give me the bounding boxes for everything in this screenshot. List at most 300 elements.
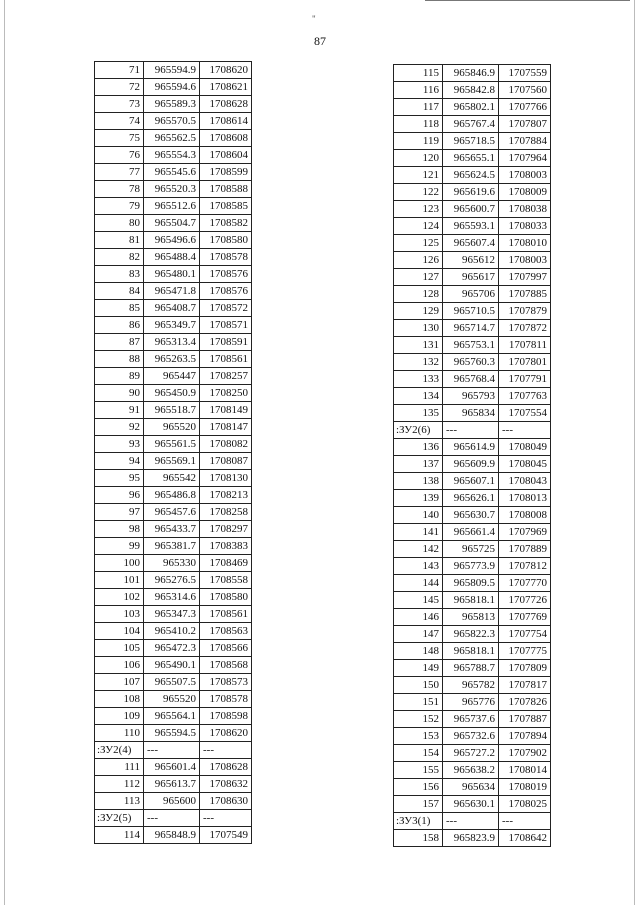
- y-coordinate-cell: 1707884: [499, 133, 551, 150]
- y-coordinate-cell: 1707964: [499, 150, 551, 167]
- y-coordinate-cell: 1708582: [200, 215, 252, 232]
- x-coordinate-cell: 965512.6: [144, 198, 200, 215]
- point-number-cell: 78: [95, 181, 144, 198]
- y-coordinate-cell: 1707889: [499, 541, 551, 558]
- point-number-cell: :ЗУ3(1): [394, 813, 443, 830]
- x-coordinate-cell: 965600.7: [443, 201, 499, 218]
- table-row: [394, 711, 551, 728]
- point-number-cell: 135: [394, 405, 443, 422]
- y-coordinate-cell: 1708213: [200, 487, 252, 504]
- y-coordinate-cell: ---: [499, 422, 551, 439]
- point-number-cell: 89: [95, 368, 144, 385]
- x-coordinate-cell: 965813: [443, 609, 499, 626]
- x-coordinate-cell: 965490.1: [144, 657, 200, 674]
- y-coordinate-cell: 1708642: [499, 830, 551, 847]
- point-number-cell: 113: [95, 793, 144, 810]
- table-row: [95, 351, 252, 368]
- x-coordinate-cell: 965507.5: [144, 674, 200, 691]
- table-row: [95, 623, 252, 640]
- point-number-cell: 110: [95, 725, 144, 742]
- x-coordinate-cell: 965614.9: [443, 439, 499, 456]
- coordinates-table-left: [94, 61, 252, 844]
- point-number-cell: 149: [394, 660, 443, 677]
- table-row: [394, 405, 551, 422]
- table-row: [394, 728, 551, 745]
- table-row: [95, 606, 252, 623]
- point-number-cell: 137: [394, 456, 443, 473]
- table-row: [95, 402, 252, 419]
- table-row: [394, 235, 551, 252]
- y-coordinate-cell: 1708621: [200, 79, 252, 96]
- table-row: [394, 337, 551, 354]
- table-row: [95, 470, 252, 487]
- y-coordinate-cell: 1708599: [200, 164, 252, 181]
- point-number-cell: 96: [95, 487, 144, 504]
- x-coordinate-cell: 965486.8: [144, 487, 200, 504]
- table-row: [95, 334, 252, 351]
- x-coordinate-cell: ---: [144, 810, 200, 827]
- y-coordinate-cell: 1708604: [200, 147, 252, 164]
- y-coordinate-cell: 1707775: [499, 643, 551, 660]
- x-coordinate-cell: 965496.6: [144, 232, 200, 249]
- table-row: [394, 694, 551, 711]
- table-row: [394, 796, 551, 813]
- x-coordinate-cell: ---: [443, 422, 499, 439]
- x-coordinate-cell: 965408.7: [144, 300, 200, 317]
- x-coordinate-cell: 965782: [443, 677, 499, 694]
- table-row: [95, 232, 252, 249]
- point-number-cell: 155: [394, 762, 443, 779]
- x-coordinate-cell: 965737.6: [443, 711, 499, 728]
- table-row: [394, 371, 551, 388]
- point-number-cell: 143: [394, 558, 443, 575]
- y-coordinate-cell: 1708258: [200, 504, 252, 521]
- point-number-cell: 106: [95, 657, 144, 674]
- point-number-cell: 74: [95, 113, 144, 130]
- point-number-cell: 132: [394, 354, 443, 371]
- x-coordinate-cell: 965634: [443, 779, 499, 796]
- y-coordinate-cell: ---: [200, 810, 252, 827]
- x-coordinate-cell: 965842.8: [443, 82, 499, 99]
- point-number-cell: 82: [95, 249, 144, 266]
- x-coordinate-cell: 965313.4: [144, 334, 200, 351]
- point-number-cell: 97: [95, 504, 144, 521]
- y-coordinate-cell: ---: [499, 813, 551, 830]
- y-coordinate-cell: 1707807: [499, 116, 551, 133]
- x-coordinate-cell: 965564.1: [144, 708, 200, 725]
- table-row: [394, 592, 551, 609]
- point-number-cell: 117: [394, 99, 443, 116]
- x-coordinate-cell: 965433.7: [144, 521, 200, 538]
- x-coordinate-cell: 965846.9: [443, 65, 499, 82]
- table-row: [394, 490, 551, 507]
- point-number-cell: 84: [95, 283, 144, 300]
- table-row: [95, 453, 252, 470]
- x-coordinate-cell: 965589.3: [144, 96, 200, 113]
- point-number-cell: 150: [394, 677, 443, 694]
- y-coordinate-cell: 1708003: [499, 252, 551, 269]
- table-row: [394, 541, 551, 558]
- x-coordinate-cell: 965776: [443, 694, 499, 711]
- x-coordinate-cell: 965480.1: [144, 266, 200, 283]
- y-coordinate-cell: 1708566: [200, 640, 252, 657]
- table-row: [394, 99, 551, 116]
- table-row: [394, 558, 551, 575]
- y-coordinate-cell: 1707801: [499, 354, 551, 371]
- y-coordinate-cell: 1707879: [499, 303, 551, 320]
- y-coordinate-cell: 1708469: [200, 555, 252, 572]
- point-number-cell: 91: [95, 402, 144, 419]
- x-coordinate-cell: 965802.1: [443, 99, 499, 116]
- x-coordinate-cell: 965609.9: [443, 456, 499, 473]
- y-coordinate-cell: 1708043: [499, 473, 551, 490]
- table-row: [95, 147, 252, 164]
- point-number-cell: 77: [95, 164, 144, 181]
- x-coordinate-cell: 965607.1: [443, 473, 499, 490]
- table-row: [95, 249, 252, 266]
- y-coordinate-cell: 1707885: [499, 286, 551, 303]
- x-coordinate-cell: 965570.5: [144, 113, 200, 130]
- table-row: [394, 779, 551, 796]
- x-coordinate-cell: 965457.6: [144, 504, 200, 521]
- y-coordinate-cell: 1708009: [499, 184, 551, 201]
- y-coordinate-cell: 1708598: [200, 708, 252, 725]
- point-number-cell: 123: [394, 201, 443, 218]
- x-coordinate-cell: 965593.1: [443, 218, 499, 235]
- table-row: [394, 745, 551, 762]
- y-coordinate-cell: 1708630: [200, 793, 252, 810]
- x-coordinate-cell: 965472.3: [144, 640, 200, 657]
- x-coordinate-cell: 965818.1: [443, 643, 499, 660]
- point-number-cell: 111: [95, 759, 144, 776]
- point-number-cell: 102: [95, 589, 144, 606]
- point-number-cell: 154: [394, 745, 443, 762]
- table-row: [95, 572, 252, 589]
- point-number-cell: 126: [394, 252, 443, 269]
- x-coordinate-cell: 965410.2: [144, 623, 200, 640]
- x-coordinate-cell: 965767.4: [443, 116, 499, 133]
- y-coordinate-cell: 1708147: [200, 419, 252, 436]
- point-number-cell: 118: [394, 116, 443, 133]
- y-coordinate-cell: 1708571: [200, 317, 252, 334]
- x-coordinate-cell: 965450.9: [144, 385, 200, 402]
- x-coordinate-cell: 965793: [443, 388, 499, 405]
- point-number-cell: 157: [394, 796, 443, 813]
- table-row: [394, 65, 551, 82]
- y-coordinate-cell: 1707997: [499, 269, 551, 286]
- x-coordinate-cell: ---: [443, 813, 499, 830]
- table-row: [394, 643, 551, 660]
- x-coordinate-cell: 965619.6: [443, 184, 499, 201]
- x-coordinate-cell: 965710.5: [443, 303, 499, 320]
- left-scan-edge: [4, 0, 5, 905]
- x-coordinate-cell: 965594.5: [144, 725, 200, 742]
- x-coordinate-cell: 965562.5: [144, 130, 200, 147]
- x-coordinate-cell: 965569.1: [144, 453, 200, 470]
- point-number-cell: 105: [95, 640, 144, 657]
- y-coordinate-cell: 1708033: [499, 218, 551, 235]
- y-coordinate-cell: 1708614: [200, 113, 252, 130]
- y-coordinate-cell: 1708297: [200, 521, 252, 538]
- x-coordinate-cell: 965561.5: [144, 436, 200, 453]
- x-coordinate-cell: 965330: [144, 555, 200, 572]
- table-row: [95, 589, 252, 606]
- y-coordinate-cell: 1708257: [200, 368, 252, 385]
- x-coordinate-cell: 965768.4: [443, 371, 499, 388]
- y-coordinate-cell: 1708578: [200, 249, 252, 266]
- x-coordinate-cell: 965706: [443, 286, 499, 303]
- x-coordinate-cell: 965594.6: [144, 79, 200, 96]
- y-coordinate-cell: 1707887: [499, 711, 551, 728]
- top-mark: ": [312, 14, 316, 24]
- table-row: [394, 439, 551, 456]
- point-number-cell: 71: [95, 62, 144, 79]
- point-number-cell: 153: [394, 728, 443, 745]
- y-coordinate-cell: 1708049: [499, 439, 551, 456]
- y-coordinate-cell: 1708008: [499, 507, 551, 524]
- y-coordinate-cell: 1708591: [200, 334, 252, 351]
- x-coordinate-cell: 965520: [144, 419, 200, 436]
- table-row: [394, 269, 551, 286]
- y-coordinate-cell: 1707812: [499, 558, 551, 575]
- point-number-cell: 129: [394, 303, 443, 320]
- y-coordinate-cell: 1707769: [499, 609, 551, 626]
- point-number-cell: 115: [394, 65, 443, 82]
- point-number-cell: 90: [95, 385, 144, 402]
- table-row: [394, 507, 551, 524]
- x-coordinate-cell: 965600: [144, 793, 200, 810]
- y-coordinate-cell: 1708130: [200, 470, 252, 487]
- x-coordinate-cell: 965638.2: [443, 762, 499, 779]
- table-row: [394, 388, 551, 405]
- point-number-cell: 109: [95, 708, 144, 725]
- point-number-cell: 144: [394, 575, 443, 592]
- y-coordinate-cell: ---: [200, 742, 252, 759]
- table-row: [394, 626, 551, 643]
- x-coordinate-cell: 965504.7: [144, 215, 200, 232]
- table-row: [95, 776, 252, 793]
- table-row: [95, 130, 252, 147]
- y-coordinate-cell: 1707809: [499, 660, 551, 677]
- section-row: [95, 742, 252, 759]
- section-row: [394, 813, 551, 830]
- point-number-cell: :ЗУ2(4): [95, 742, 144, 759]
- point-number-cell: 87: [95, 334, 144, 351]
- point-number-cell: 114: [95, 827, 144, 844]
- x-coordinate-cell: 965607.4: [443, 235, 499, 252]
- table-row: [95, 300, 252, 317]
- point-number-cell: 156: [394, 779, 443, 796]
- point-number-cell: 93: [95, 436, 144, 453]
- table-row: [394, 252, 551, 269]
- x-coordinate-cell: 965471.8: [144, 283, 200, 300]
- y-coordinate-cell: 1708568: [200, 657, 252, 674]
- y-coordinate-cell: 1707560: [499, 82, 551, 99]
- point-number-cell: 151: [394, 694, 443, 711]
- table-row: [95, 504, 252, 521]
- table-row: [95, 181, 252, 198]
- table-row: [394, 218, 551, 235]
- point-number-cell: 139: [394, 490, 443, 507]
- point-number-cell: 80: [95, 215, 144, 232]
- point-number-cell: 138: [394, 473, 443, 490]
- y-coordinate-cell: 1707726: [499, 592, 551, 609]
- x-coordinate-cell: 965518.7: [144, 402, 200, 419]
- y-coordinate-cell: 1708588: [200, 181, 252, 198]
- table-row: [95, 79, 252, 96]
- table-row: [394, 133, 551, 150]
- x-coordinate-cell: 965545.6: [144, 164, 200, 181]
- right-scan-edge: [634, 0, 635, 905]
- x-coordinate-cell: 965276.5: [144, 572, 200, 589]
- point-number-cell: 133: [394, 371, 443, 388]
- x-coordinate-cell: 965626.1: [443, 490, 499, 507]
- point-number-cell: 158: [394, 830, 443, 847]
- table-row: [394, 830, 551, 847]
- x-coordinate-cell: 965624.5: [443, 167, 499, 184]
- table-row: [394, 456, 551, 473]
- y-coordinate-cell: 1708576: [200, 283, 252, 300]
- x-coordinate-cell: 965818.1: [443, 592, 499, 609]
- y-coordinate-cell: 1708628: [200, 96, 252, 113]
- x-coordinate-cell: 965834: [443, 405, 499, 422]
- y-coordinate-cell: 1708014: [499, 762, 551, 779]
- table-row: [394, 116, 551, 133]
- point-number-cell: 100: [95, 555, 144, 572]
- x-coordinate-cell: 965381.7: [144, 538, 200, 555]
- x-coordinate-cell: 965613.7: [144, 776, 200, 793]
- y-coordinate-cell: 1708580: [200, 232, 252, 249]
- x-coordinate-cell: 965725: [443, 541, 499, 558]
- x-coordinate-cell: 965314.6: [144, 589, 200, 606]
- y-coordinate-cell: 1708620: [200, 62, 252, 79]
- x-coordinate-cell: 965488.4: [144, 249, 200, 266]
- table-row: [95, 538, 252, 555]
- point-number-cell: 146: [394, 609, 443, 626]
- point-number-cell: 128: [394, 286, 443, 303]
- x-coordinate-cell: 965727.2: [443, 745, 499, 762]
- point-number-cell: 121: [394, 167, 443, 184]
- point-number-cell: 103: [95, 606, 144, 623]
- y-coordinate-cell: 1707894: [499, 728, 551, 745]
- x-coordinate-cell: 965594.9: [144, 62, 200, 79]
- point-number-cell: 140: [394, 507, 443, 524]
- y-coordinate-cell: 1708573: [200, 674, 252, 691]
- y-coordinate-cell: 1708250: [200, 385, 252, 402]
- point-number-cell: 101: [95, 572, 144, 589]
- point-number-cell: 120: [394, 150, 443, 167]
- y-coordinate-cell: 1708087: [200, 453, 252, 470]
- table-row: [394, 167, 551, 184]
- y-coordinate-cell: 1708585: [200, 198, 252, 215]
- x-coordinate-cell: 965714.7: [443, 320, 499, 337]
- y-coordinate-cell: 1708608: [200, 130, 252, 147]
- y-coordinate-cell: 1708010: [499, 235, 551, 252]
- point-number-cell: 152: [394, 711, 443, 728]
- point-number-cell: 122: [394, 184, 443, 201]
- table-row: [394, 524, 551, 541]
- table-row: [95, 640, 252, 657]
- y-coordinate-cell: 1707791: [499, 371, 551, 388]
- table-row: [95, 164, 252, 181]
- y-coordinate-cell: 1708025: [499, 796, 551, 813]
- y-coordinate-cell: 1708019: [499, 779, 551, 796]
- table-row: [394, 609, 551, 626]
- point-number-cell: 95: [95, 470, 144, 487]
- table-row: [95, 62, 252, 79]
- x-coordinate-cell: 965822.3: [443, 626, 499, 643]
- y-coordinate-cell: 1708580: [200, 589, 252, 606]
- table-row: [394, 660, 551, 677]
- table-row: [95, 368, 252, 385]
- y-coordinate-cell: 1708038: [499, 201, 551, 218]
- x-coordinate-cell: ---: [144, 742, 200, 759]
- y-coordinate-cell: 1707763: [499, 388, 551, 405]
- table-row: [394, 473, 551, 490]
- table-row: [394, 677, 551, 694]
- y-coordinate-cell: 1707872: [499, 320, 551, 337]
- point-number-cell: 73: [95, 96, 144, 113]
- x-coordinate-cell: 965760.3: [443, 354, 499, 371]
- y-coordinate-cell: 1707770: [499, 575, 551, 592]
- table-row: [95, 674, 252, 691]
- point-number-cell: 127: [394, 269, 443, 286]
- point-number-cell: 134: [394, 388, 443, 405]
- y-coordinate-cell: 1708572: [200, 300, 252, 317]
- point-number-cell: 94: [95, 453, 144, 470]
- x-coordinate-cell: 965630.7: [443, 507, 499, 524]
- table-row: [394, 320, 551, 337]
- y-coordinate-cell: 1707969: [499, 524, 551, 541]
- table-row: [95, 555, 252, 572]
- point-number-cell: 124: [394, 218, 443, 235]
- table-row: [394, 286, 551, 303]
- y-coordinate-cell: 1708576: [200, 266, 252, 283]
- y-coordinate-cell: 1708383: [200, 538, 252, 555]
- y-coordinate-cell: 1708561: [200, 351, 252, 368]
- table-row: [95, 96, 252, 113]
- x-coordinate-cell: 965263.5: [144, 351, 200, 368]
- x-coordinate-cell: 965732.6: [443, 728, 499, 745]
- table-row: [95, 283, 252, 300]
- point-number-cell: 81: [95, 232, 144, 249]
- x-coordinate-cell: 965520: [144, 691, 200, 708]
- point-number-cell: 148: [394, 643, 443, 660]
- y-coordinate-cell: 1708628: [200, 759, 252, 776]
- y-coordinate-cell: 1708082: [200, 436, 252, 453]
- point-number-cell: 76: [95, 147, 144, 164]
- y-coordinate-cell: 1708045: [499, 456, 551, 473]
- x-coordinate-cell: 965601.4: [144, 759, 200, 776]
- section-row: [95, 810, 252, 827]
- x-coordinate-cell: 965630.1: [443, 796, 499, 813]
- table-row: [95, 691, 252, 708]
- point-number-cell: 83: [95, 266, 144, 283]
- y-coordinate-cell: 1708561: [200, 606, 252, 623]
- x-coordinate-cell: 965718.5: [443, 133, 499, 150]
- point-number-cell: 85: [95, 300, 144, 317]
- y-coordinate-cell: 1708578: [200, 691, 252, 708]
- table-row: [95, 725, 252, 742]
- x-coordinate-cell: 965661.4: [443, 524, 499, 541]
- table-row: [95, 708, 252, 725]
- x-coordinate-cell: 965809.5: [443, 575, 499, 592]
- x-coordinate-cell: 965349.7: [144, 317, 200, 334]
- table-row: [95, 759, 252, 776]
- x-coordinate-cell: 965848.9: [144, 827, 200, 844]
- point-number-cell: 125: [394, 235, 443, 252]
- y-coordinate-cell: 1708013: [499, 490, 551, 507]
